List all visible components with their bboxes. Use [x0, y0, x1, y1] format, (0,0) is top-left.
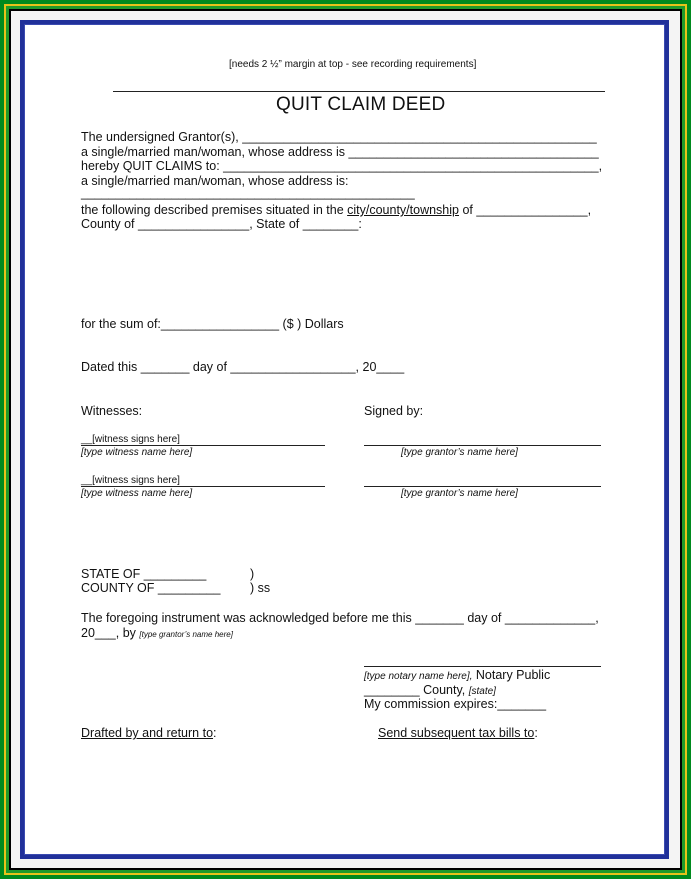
- foregoing-year: 20___, by: [81, 626, 140, 640]
- foregoing-grantor: [type grantor’s name here]: [139, 630, 233, 639]
- witnesses-label: Witnesses:: [81, 404, 143, 418]
- notary-county: ________ County,: [364, 683, 469, 697]
- witness-sign-line-2: [81, 486, 325, 487]
- grantor-name-1: [type grantor’s name here]: [401, 447, 518, 458]
- grantor-name-2: [type grantor’s name here]: [401, 488, 518, 499]
- top-rule: [113, 91, 605, 92]
- premises-pre: the following described premises situated in the: [81, 203, 348, 217]
- county-paren-ss: ) ss: [250, 581, 271, 595]
- send-tax-line: [378, 726, 538, 740]
- commission-expires: My commission expires:_______: [364, 697, 547, 711]
- send-tax-colon: :: [534, 726, 538, 740]
- state-of: STATE OF _________: [81, 567, 207, 581]
- premises-line: [81, 203, 591, 217]
- notary-name: [type notary name here],: [364, 671, 473, 682]
- header-note: [needs 2 ½” margin at top - see recording requirements]: [229, 59, 477, 70]
- witness-name-2: [type witness name here]: [81, 488, 193, 499]
- sum-line: for the sum of:_________________ ($ ) Dollars: [81, 317, 344, 331]
- city-county-township: city/county/township: [347, 203, 459, 217]
- drafted-by-line: [81, 726, 217, 740]
- grantor-line: The undersigned Grantor(s), ___________________________________________________: [81, 130, 597, 144]
- county-of: COUNTY OF _________: [81, 581, 221, 595]
- grantee-address-line: a single/married man/woman, whose address is:: [81, 174, 349, 188]
- document-title: QUIT CLAIM DEED: [276, 94, 446, 115]
- signed-by-label: Signed by:: [364, 404, 424, 418]
- grantor-address-line: a single/married man/woman, whose address is ____________________________________: [81, 145, 599, 159]
- notary-sign-line: [364, 666, 601, 667]
- foregoing-line-2: [81, 626, 233, 642]
- witness-sign-2: __[witness signs here]: [81, 475, 180, 486]
- quit-claims-line: hereby QUIT CLAIMS to: ______________________________________________________,: [81, 159, 603, 173]
- county-state-line: County of ________________, State of ________:: [81, 217, 362, 231]
- premises-post: of ________________,: [458, 203, 592, 217]
- dated-line: Dated this _______ day of __________________, 20____: [81, 360, 405, 374]
- grantor-sign-line-2: [364, 486, 601, 487]
- grantee-address-blank: ________________________________________________: [81, 186, 415, 200]
- witness-sign-line-1: [81, 445, 325, 446]
- deed-page: [24, 24, 665, 855]
- grantor-sign-line-1: [364, 445, 601, 446]
- foregoing-line-1: The foregoing instrument was acknowledged before me this _______ day of _____________,: [81, 611, 599, 625]
- notary-state: [state]: [468, 686, 496, 697]
- witness-name-1: [type witness name here]: [81, 447, 193, 458]
- drafted-by-label: Drafted by and return to: [81, 726, 214, 740]
- state-paren: ): [250, 567, 255, 581]
- witness-sign-1: __[witness signs here]: [81, 434, 180, 445]
- drafted-by-colon: :: [213, 726, 217, 740]
- send-tax-label: Send subsequent tax bills to: [378, 726, 535, 740]
- notary-line: [364, 668, 550, 684]
- notary-public: Notary Public: [472, 668, 551, 682]
